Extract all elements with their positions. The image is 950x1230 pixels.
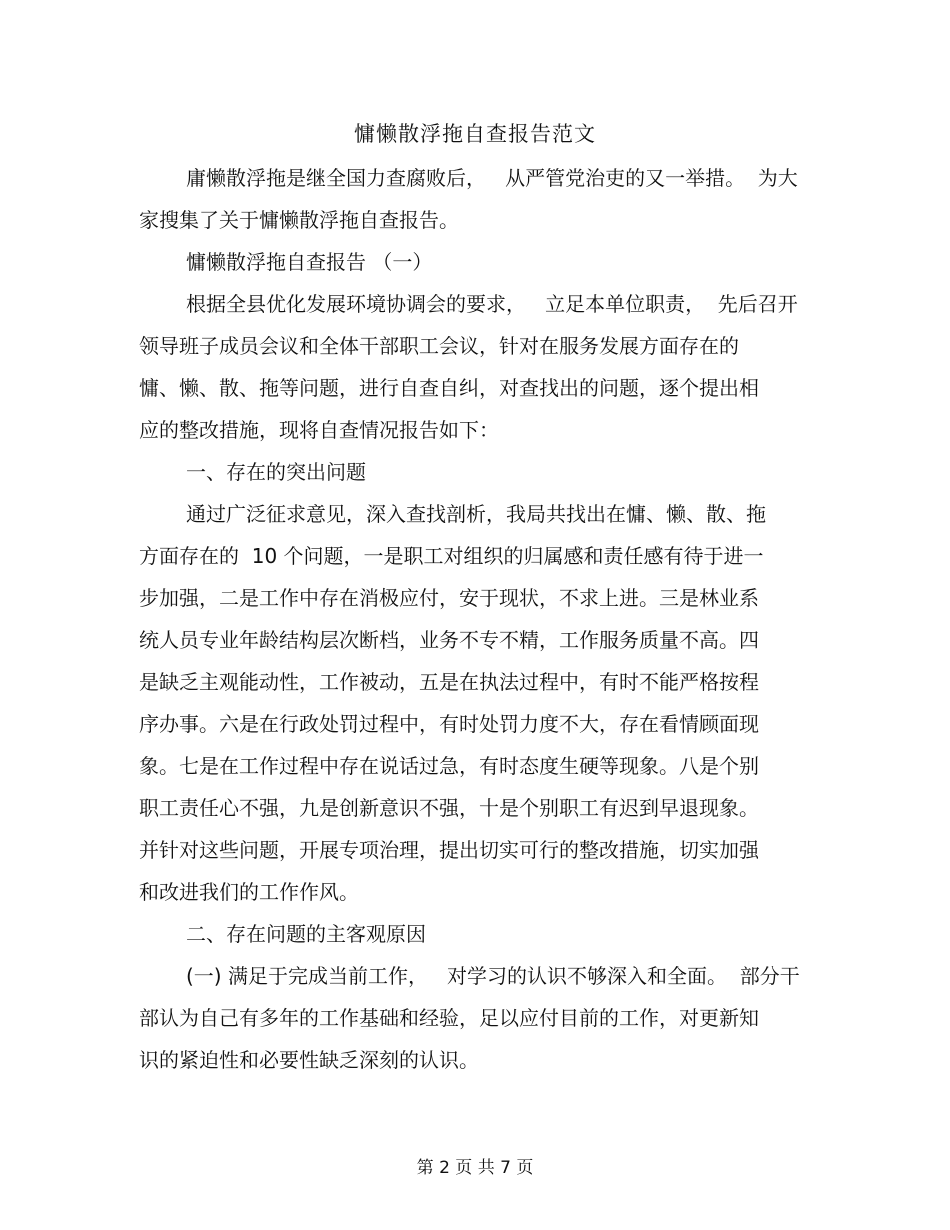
section-heading: 一、存在的突出问题 [186,460,366,484]
paragraph-line: 方面存在的 10 个问题，一是职工对组织的归属感和责任感有待于进一 [139,544,764,568]
paragraph-line: 步加强，二是工作中存在消极应付，安于现状，不求上进。三是林业系 [139,586,759,610]
paragraph-line: 并针对这些问题，开展专项治理，提出切实可行的整改措施，切实加强 [139,838,759,862]
paragraph-line: 序办事。六是在行政处罚过程中，有时处罚力度不大，存在看情顾面现 [139,712,759,736]
paragraph-line: 慵、懒、散、拖等问题，进行自查自纠，对查找出的问题，逐个提出相 [139,376,759,400]
paragraph-line: 根据全县优化发展环境协调会的要求， 立足本单位职责， 先后召开 [186,292,798,316]
paragraph-line: 和改进我们的工作作风。 [139,880,359,904]
paragraph-line: 庸懒散浮拖是继全国力查腐败后， 从严管党治吏的又一举措。 为大 [186,166,798,190]
paragraph-line: 象。七是在工作过程中存在说话过急，有时态度生硬等现象。八是个别 [139,754,759,778]
page-number-footer: 第 2 页 共 7 页 [416,1158,534,1178]
paragraph-line: 部认为自己有多年的工作基础和经验，足以应付目前的工作，对更新知 [139,1006,759,1030]
paragraph-line: 是缺乏主观能动性，工作被动，五是在执法过程中，有时不能严格按程 [139,670,759,694]
section-heading: 二、存在问题的主客观原因 [186,922,426,946]
paragraph-line: 领导班子成员会议和全体干部职工会议，针对在服务发展方面存在的 [139,334,739,358]
document-title: 慵懒散浮拖自查报告范文 [354,122,596,146]
section-heading: 慵懒散浮拖自查报告 （一） [186,250,433,274]
paragraph-line: 通过广泛征求意见，深入查找剖析，我局共找出在慵、懒、散、拖 [186,502,766,526]
paragraph-line: 应的整改措施，现将自查情况报告如下： [139,418,499,442]
paragraph-line: 职工责任心不强，九是创新意识不强，十是个别职工有迟到早退现象。 [139,796,759,820]
paragraph-line: 家搜集了关于慵懒散浮拖自查报告。 [139,208,459,232]
paragraph-line: (一) 满足于完成当前工作， 对学习的认识不够深入和全面。 部分干 [186,964,800,988]
paragraph-line: 统人员专业年龄结构层次断档，业务不专不精，工作服务质量不高。四 [139,628,759,652]
paragraph-line: 识的紧迫性和必要性缺乏深刻的认识。 [139,1048,479,1072]
